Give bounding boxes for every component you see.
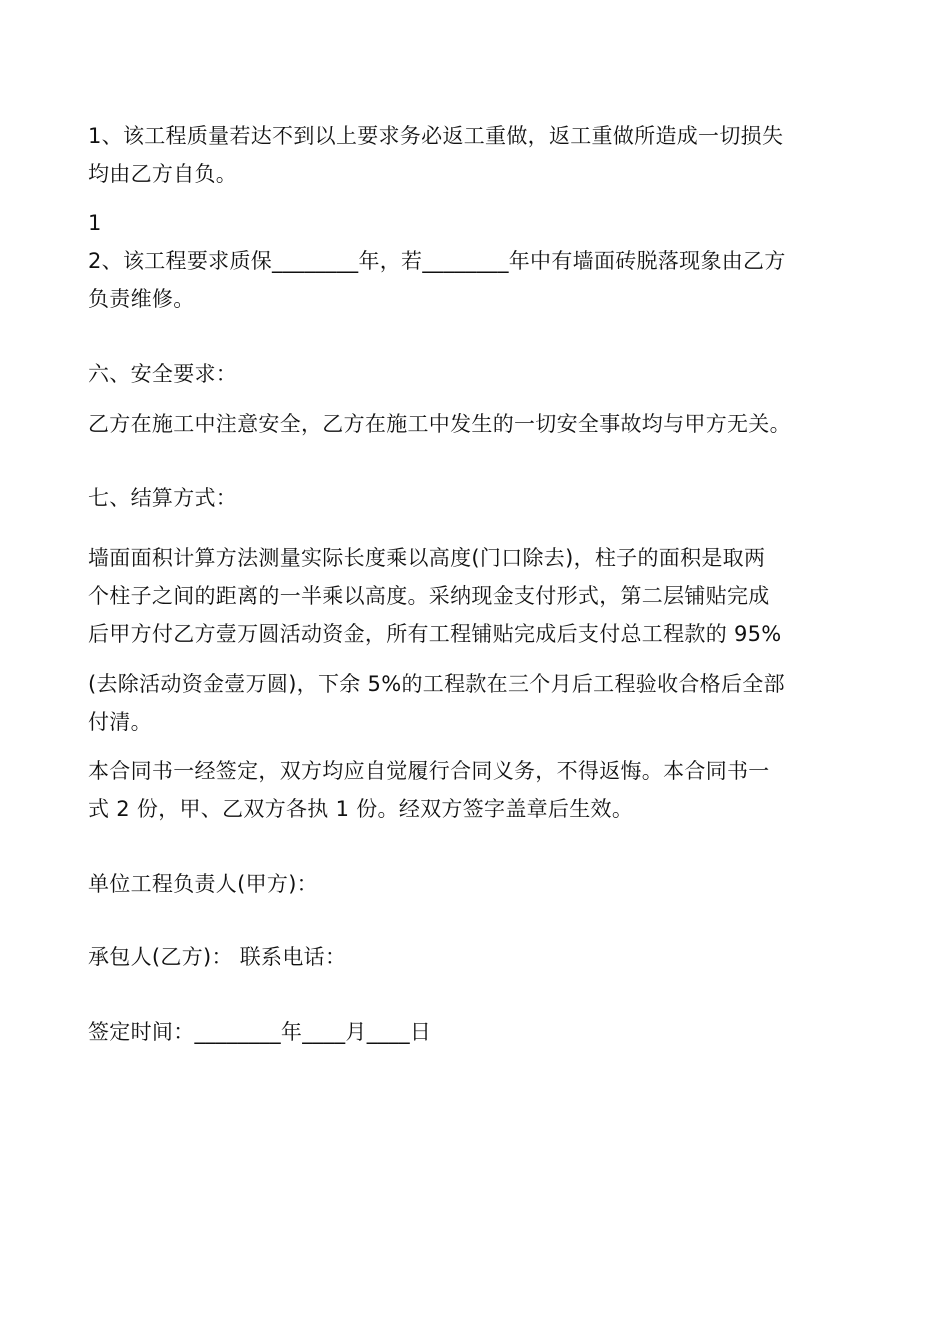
section-6-heading: 六、安全要求： (88, 362, 238, 386)
settlement-line-4: (去除活动资金壹万圆)，下余 5%的工程款在三个月后工程验收合格后全部 (88, 672, 785, 696)
section-6-body: 乙方在施工中注意安全，乙方在施工中发生的一切安全事故均与甲方无关。 (88, 412, 791, 436)
clause-2-line-1: 2、该工程要求质保________年，若________年中有墙面砖脱落现象由乙方 (88, 249, 786, 273)
section-7-heading: 七、结算方式： (88, 486, 238, 510)
settlement-line-2: 个柱子之间的距离的一半乘以高度。采纳现金支付形式，第二层铺贴完成 (88, 584, 770, 608)
settlement-line-1: 墙面面积计算方法测量实际长度乘以高度(门口除去)，柱子的面积是取两 (88, 546, 766, 570)
settlement-line-3: 后甲方付乙方壹万圆活动资金，所有工程铺贴完成后支付总工程款的 95% (88, 622, 782, 646)
party-b-signature: 承包人(乙方)： 联系电话： (88, 945, 347, 969)
clause-1-line-2: 均由乙方自负。 (88, 162, 238, 186)
clause-2-line-2: 负责维修。 (88, 287, 195, 311)
settlement-line-5: 付清。 (88, 710, 152, 734)
contract-effect-line-1: 本合同书一经签定，双方均应自觉履行合同义务，不得返悔。本合同书一 (88, 759, 770, 783)
clause-1-line-1: 1、该工程质量若达不到以上要求务必返工重做，返工重做所造成一切损失 (88, 124, 784, 148)
party-a-signature: 单位工程负责人(甲方)： (88, 872, 318, 896)
signing-date: 签定时间：________年____月____日 (88, 1020, 432, 1044)
contract-effect-line-2: 式 2 份，甲、乙双方各执 1 份。经双方签字盖章后生效。 (88, 797, 634, 821)
page-number: 1 (88, 211, 102, 235)
